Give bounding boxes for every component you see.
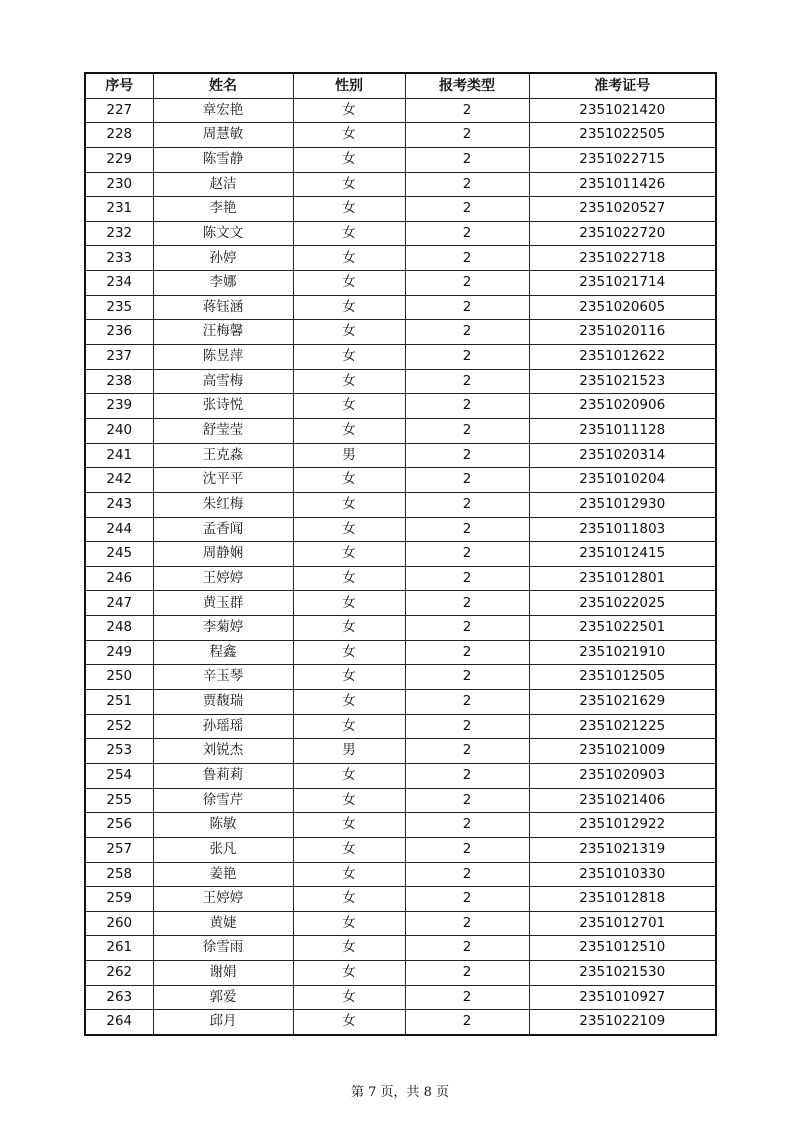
cell-admission-ticket: 2351021629 [529,690,716,715]
cell-serial-number: 251 [85,690,153,715]
cell-serial-number: 264 [85,1010,153,1035]
cell-admission-ticket: 2351012930 [529,492,716,517]
cell-exam-type: 2 [405,936,529,961]
cell-name: 刘锐杰 [153,739,293,764]
cell-serial-number: 257 [85,837,153,862]
cell-admission-ticket: 2351011803 [529,517,716,542]
cell-serial-number: 243 [85,492,153,517]
cell-name: 李娜 [153,271,293,296]
cell-admission-ticket: 2351022505 [529,123,716,148]
cell-serial-number: 239 [85,394,153,419]
table-row [85,443,716,468]
cell-admission-ticket: 2351011426 [529,172,716,197]
cell-gender: 女 [293,813,405,838]
header-serial-number: 序号 [85,73,153,98]
table-body [85,98,716,1035]
cell-gender: 女 [293,542,405,567]
cell-exam-type: 2 [405,813,529,838]
table-row [85,837,716,862]
cell-exam-type: 2 [405,147,529,172]
cell-gender: 女 [293,788,405,813]
table-row [85,320,716,345]
cell-admission-ticket: 2351012701 [529,911,716,936]
cell-name: 徐雪雨 [153,936,293,961]
table-row [85,197,716,222]
cell-name: 陈昱萍 [153,345,293,370]
cell-exam-type: 2 [405,492,529,517]
cell-name: 朱红梅 [153,492,293,517]
cell-name: 汪梅馨 [153,320,293,345]
cell-exam-type: 2 [405,295,529,320]
cell-serial-number: 244 [85,517,153,542]
cell-serial-number: 250 [85,665,153,690]
cell-serial-number: 254 [85,763,153,788]
cell-admission-ticket: 2351021420 [529,98,716,123]
cell-name: 周慧敏 [153,123,293,148]
cell-serial-number: 242 [85,468,153,493]
cell-exam-type: 2 [405,320,529,345]
cell-gender: 女 [293,591,405,616]
cell-admission-ticket: 2351022715 [529,147,716,172]
table-row [85,640,716,665]
table-row [85,911,716,936]
cell-admission-ticket: 2351020527 [529,197,716,222]
cell-gender: 女 [293,763,405,788]
cell-gender: 女 [293,566,405,591]
table-row [85,566,716,591]
cell-exam-type: 2 [405,517,529,542]
table-row [85,887,716,912]
cell-admission-ticket: 2351012510 [529,936,716,961]
cell-name: 舒莹莹 [153,418,293,443]
cell-gender: 女 [293,123,405,148]
cell-exam-type: 2 [405,172,529,197]
cell-gender: 女 [293,887,405,912]
table-row [85,591,716,616]
cell-name: 章宏艳 [153,98,293,123]
cell-name: 郭爱 [153,985,293,1010]
cell-name: 孟香闻 [153,517,293,542]
cell-name: 谢娟 [153,961,293,986]
cell-admission-ticket: 2351022720 [529,221,716,246]
table-row [85,517,716,542]
cell-serial-number: 246 [85,566,153,591]
cell-gender: 女 [293,221,405,246]
header-gender: 性别 [293,73,405,98]
table-header-row [85,73,716,98]
table-row [85,616,716,641]
cell-name: 李菊婷 [153,616,293,641]
cell-exam-type: 2 [405,763,529,788]
cell-gender: 女 [293,862,405,887]
cell-gender: 女 [293,418,405,443]
cell-gender: 女 [293,394,405,419]
table-row [85,418,716,443]
cell-gender: 女 [293,492,405,517]
cell-serial-number: 229 [85,147,153,172]
cell-name: 黄婕 [153,911,293,936]
header-name: 姓名 [153,73,293,98]
cell-serial-number: 238 [85,369,153,394]
cell-name: 贾馥瑞 [153,690,293,715]
cell-serial-number: 235 [85,295,153,320]
cell-exam-type: 2 [405,246,529,271]
cell-admission-ticket: 2351022501 [529,616,716,641]
table-row [85,345,716,370]
cell-exam-type: 2 [405,985,529,1010]
cell-gender: 女 [293,271,405,296]
cell-exam-type: 2 [405,271,529,296]
cell-serial-number: 234 [85,271,153,296]
cell-name: 沈平平 [153,468,293,493]
cell-admission-ticket: 2351010204 [529,468,716,493]
cell-admission-ticket: 2351021714 [529,271,716,296]
cell-admission-ticket: 2351012505 [529,665,716,690]
cell-admission-ticket: 2351021009 [529,739,716,764]
cell-name: 张凡 [153,837,293,862]
cell-admission-ticket: 2351012622 [529,345,716,370]
table-row [85,369,716,394]
table-row [85,985,716,1010]
cell-admission-ticket: 2351010927 [529,985,716,1010]
table-row [85,98,716,123]
cell-name: 姜艳 [153,862,293,887]
cell-name: 黄玉群 [153,591,293,616]
cell-gender: 女 [293,640,405,665]
table-row [85,961,716,986]
cell-name: 王克淼 [153,443,293,468]
cell-name: 王婷婷 [153,566,293,591]
cell-name: 陈敏 [153,813,293,838]
cell-gender: 男 [293,443,405,468]
cell-exam-type: 2 [405,1010,529,1035]
cell-exam-type: 2 [405,345,529,370]
cell-name: 程鑫 [153,640,293,665]
table-row [85,271,716,296]
cell-exam-type: 2 [405,566,529,591]
cell-serial-number: 230 [85,172,153,197]
cell-gender: 女 [293,517,405,542]
cell-exam-type: 2 [405,394,529,419]
cell-name: 陈雪静 [153,147,293,172]
cell-serial-number: 237 [85,345,153,370]
header-admission-ticket: 准考证号 [529,73,716,98]
cell-gender: 女 [293,936,405,961]
header-exam-type: 报考类型 [405,73,529,98]
cell-name: 辛玉琴 [153,665,293,690]
cell-gender: 女 [293,714,405,739]
cell-name: 蒋钰涵 [153,295,293,320]
cell-exam-type: 2 [405,665,529,690]
cell-name: 李艳 [153,197,293,222]
cell-admission-ticket: 2351020116 [529,320,716,345]
cell-exam-type: 2 [405,788,529,813]
cell-gender: 女 [293,320,405,345]
cell-name: 鲁莉莉 [153,763,293,788]
cell-exam-type: 2 [405,221,529,246]
cell-exam-type: 2 [405,911,529,936]
cell-gender: 男 [293,739,405,764]
cell-gender: 女 [293,246,405,271]
cell-exam-type: 2 [405,468,529,493]
table-row [85,123,716,148]
cell-exam-type: 2 [405,739,529,764]
cell-admission-ticket: 2351021406 [529,788,716,813]
cell-admission-ticket: 2351022718 [529,246,716,271]
table-row [85,172,716,197]
cell-serial-number: 263 [85,985,153,1010]
table-row [85,739,716,764]
table-row [85,295,716,320]
cell-name: 孙婷 [153,246,293,271]
page-footer: 第 7 页，共 8 页 [350,1085,450,1100]
table-row [85,665,716,690]
cell-serial-number: 253 [85,739,153,764]
cell-exam-type: 2 [405,418,529,443]
cell-exam-type: 2 [405,714,529,739]
table-row [85,542,716,567]
cell-exam-type: 2 [405,616,529,641]
cell-admission-ticket: 2351020314 [529,443,716,468]
cell-serial-number: 236 [85,320,153,345]
cell-name: 高雪梅 [153,369,293,394]
cell-admission-ticket: 2351021319 [529,837,716,862]
cell-exam-type: 2 [405,640,529,665]
cell-serial-number: 233 [85,246,153,271]
table-row [85,763,716,788]
table-row [85,690,716,715]
cell-serial-number: 252 [85,714,153,739]
table-row [85,936,716,961]
cell-gender: 女 [293,369,405,394]
cell-admission-ticket: 2351010330 [529,862,716,887]
cell-name: 邱月 [153,1010,293,1035]
table-row [85,714,716,739]
cell-admission-ticket: 2351022025 [529,591,716,616]
cell-exam-type: 2 [405,690,529,715]
cell-name: 王婷婷 [153,887,293,912]
cell-admission-ticket: 2351022109 [529,1010,716,1035]
cell-admission-ticket: 2351020906 [529,394,716,419]
cell-name: 徐雪芹 [153,788,293,813]
cell-exam-type: 2 [405,837,529,862]
cell-gender: 女 [293,665,405,690]
table-row [85,813,716,838]
cell-exam-type: 2 [405,98,529,123]
cell-serial-number: 245 [85,542,153,567]
table-row [85,862,716,887]
cell-serial-number: 255 [85,788,153,813]
cell-serial-number: 261 [85,936,153,961]
cell-exam-type: 2 [405,123,529,148]
cell-exam-type: 2 [405,961,529,986]
cell-gender: 女 [293,690,405,715]
cell-admission-ticket: 2351012801 [529,566,716,591]
cell-gender: 女 [293,345,405,370]
cell-name: 周静娴 [153,542,293,567]
cell-exam-type: 2 [405,542,529,567]
cell-serial-number: 249 [85,640,153,665]
cell-gender: 女 [293,985,405,1010]
cell-serial-number: 228 [85,123,153,148]
cell-exam-type: 2 [405,591,529,616]
cell-gender: 女 [293,172,405,197]
cell-serial-number: 262 [85,961,153,986]
cell-exam-type: 2 [405,443,529,468]
cell-gender: 女 [293,468,405,493]
cell-serial-number: 256 [85,813,153,838]
cell-admission-ticket: 2351021910 [529,640,716,665]
cell-serial-number: 260 [85,911,153,936]
cell-name: 孙瑶瑶 [153,714,293,739]
table-row [85,246,716,271]
table-row [85,788,716,813]
cell-name: 赵洁 [153,172,293,197]
cell-name: 陈文文 [153,221,293,246]
cell-serial-number: 240 [85,418,153,443]
cell-admission-ticket: 2351021530 [529,961,716,986]
cell-serial-number: 248 [85,616,153,641]
table-row [85,147,716,172]
cell-admission-ticket: 2351020903 [529,763,716,788]
cell-exam-type: 2 [405,197,529,222]
cell-exam-type: 2 [405,369,529,394]
cell-gender: 女 [293,1010,405,1035]
cell-admission-ticket: 2351012922 [529,813,716,838]
cell-exam-type: 2 [405,887,529,912]
cell-admission-ticket: 2351011128 [529,418,716,443]
cell-name: 张诗悦 [153,394,293,419]
cell-serial-number: 232 [85,221,153,246]
cell-admission-ticket: 2351021225 [529,714,716,739]
cell-serial-number: 227 [85,98,153,123]
cell-admission-ticket: 2351021523 [529,369,716,394]
cell-serial-number: 241 [85,443,153,468]
cell-exam-type: 2 [405,862,529,887]
cell-gender: 女 [293,837,405,862]
table-row [85,468,716,493]
cell-gender: 女 [293,295,405,320]
cell-admission-ticket: 2351012818 [529,887,716,912]
cell-serial-number: 247 [85,591,153,616]
cell-serial-number: 231 [85,197,153,222]
table-row [85,492,716,517]
table-row [85,394,716,419]
candidate-table [84,72,717,1036]
cell-gender: 女 [293,616,405,641]
cell-serial-number: 258 [85,862,153,887]
cell-gender: 女 [293,197,405,222]
cell-gender: 女 [293,98,405,123]
cell-admission-ticket: 2351020605 [529,295,716,320]
table-row [85,221,716,246]
cell-gender: 女 [293,911,405,936]
cell-serial-number: 259 [85,887,153,912]
table-row [85,1010,716,1035]
cell-gender: 女 [293,147,405,172]
cell-admission-ticket: 2351012415 [529,542,716,567]
cell-gender: 女 [293,961,405,986]
